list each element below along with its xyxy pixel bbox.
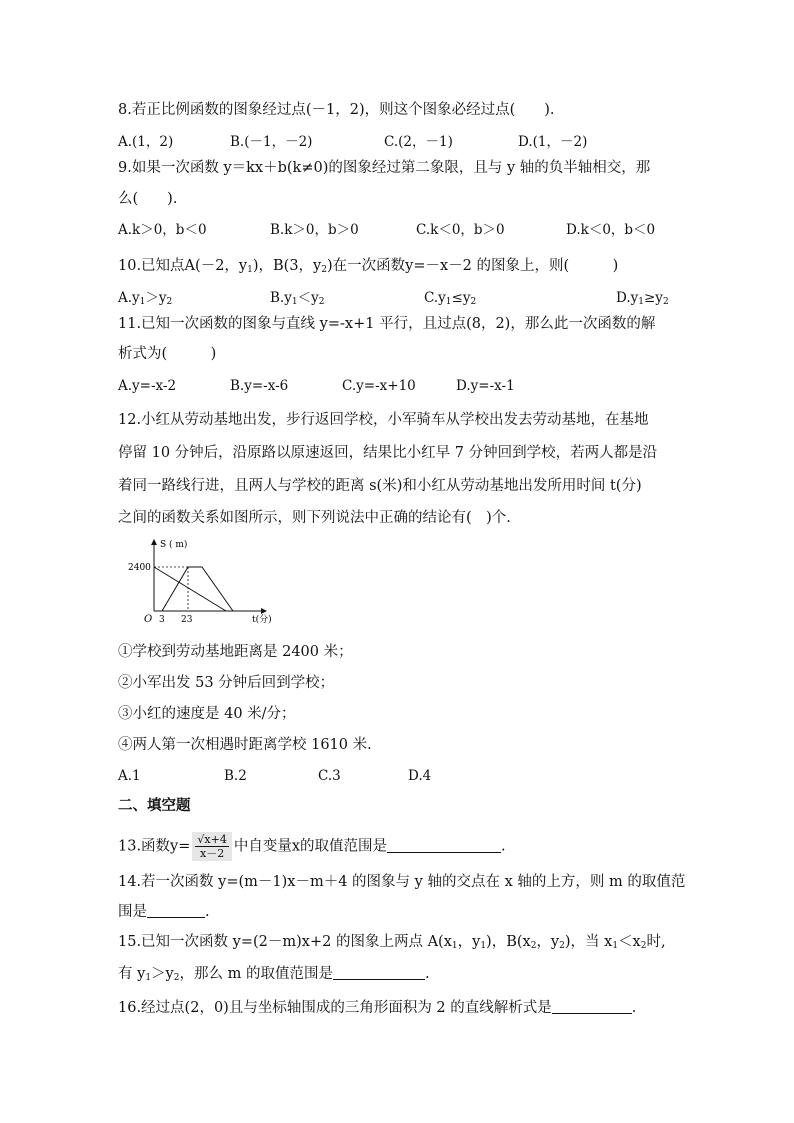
q11-stem-line1: 11.已知一次函数的图象与直线 y=-x+1 平行，且过点(8，2)，那么此一次函数的解: [118, 316, 656, 332]
origin-label: O: [144, 614, 153, 625]
q11-option-b: B.y=-x-6: [230, 378, 289, 394]
q13: 13.函数y= $\frac{√x+4}{x-2}$ 中自变量x的取值范围是 .: [118, 833, 506, 860]
q9-option-a: A.k＞0，b＜0: [118, 222, 207, 238]
q12-option-c: C.3: [318, 768, 341, 784]
q8-option-d: D.(1，－2): [518, 134, 588, 150]
xiaojun-path: [162, 567, 233, 611]
q14-line2: 围是 .: [118, 904, 210, 920]
q16-answer-blank: [552, 999, 632, 1014]
q12-statement-4: ④两人第一次相遇时距离学校 1610 米.: [118, 737, 372, 753]
y-axis-label: S ( m): [160, 540, 188, 550]
q15-answer-blank: [333, 965, 425, 980]
q12-statement-1: ①学校到劳动基地距离是 2400 米；: [118, 644, 353, 660]
q8-option-c: C.(2，－1): [384, 134, 453, 150]
q9-option-c: C.k＜0，b＞0: [416, 222, 505, 238]
q13-fraction: $\frac{√x+4}{x-2}$: [192, 832, 231, 861]
q11-option-d: D.y=-x-1: [456, 378, 515, 394]
q11-option-a: A.y=-x-2: [118, 378, 177, 394]
q10-option-d: $D.y_1\ge y_2$: [616, 290, 669, 307]
x-tick-3: 3: [159, 615, 165, 625]
q9-stem-line2: 么( ).: [118, 191, 178, 207]
q8-option-a: A.(1，2): [118, 134, 174, 150]
q14-line1: 14.若一次函数 y=(m－1)x－m＋4 的图象与 y 轴的交点在 x 轴的上方，则 m 的取值范: [118, 874, 686, 890]
q9-option-d: D.k＜0，b＜0: [566, 222, 656, 238]
q12-option-b: B.2: [224, 768, 247, 784]
x-axis-label: t(分): [252, 615, 272, 625]
q10-option-a: $A.y_1>y_2$: [118, 290, 173, 307]
y-tick-2400: 2400: [128, 563, 151, 573]
q8-stem: 8.若正比例函数的图象经过点(－1，2)，则这个图象必经过点( ).: [118, 102, 555, 118]
q11-stem-line2: 析式为( ): [118, 346, 217, 362]
q10-option-b: $B.y_1<y_2$: [270, 290, 325, 307]
q12-option-a: A.1: [118, 768, 141, 784]
q15-line2: 有 $y_1>y_2$，那么 m 的取值范围是 .: [118, 966, 430, 983]
section-title: 二、填空题: [118, 797, 191, 814]
xiaohong-path: [154, 567, 226, 611]
q12-statement-2: ②小军出发 53 分钟后回到学校；: [118, 675, 335, 691]
q12-stem-line4: 之间的函数关系如图所示，则下列说法中正确的结论有( )个.: [118, 510, 511, 526]
q12-option-d: D.4: [408, 768, 432, 784]
q12-statement-3: ③小红的速度是 40 米/分；: [118, 706, 296, 722]
q12-stem-line2: 停留 10 分钟后，沿原路以原速返回，结果比小红早 7 分钟回到学校，若两人都是沿: [118, 445, 658, 461]
q10-stem: 10.已知点A(－2，$y_1$)，B(3，$y_2$)在一次函数y=－x－2 的图象上，则( ): [118, 258, 619, 275]
q8-option-b: B.(－1，－2): [230, 134, 313, 150]
q11-option-c: C.y=-x+10: [342, 378, 416, 394]
q12-stem-line1: 12.小红从劳动基地出发，步行返回学校，小军骑车从学校出发去劳动基地，在基地: [118, 412, 649, 428]
q12-stem-line3: 着同一路线行进，且两人与学校的距离 s(米)和小红从劳动基地出发所用时间 t(分): [118, 478, 642, 494]
q16: 16.经过点(2，0)且与坐标轴围成的三角形面积为 2 的直线解析式是 .: [118, 1000, 637, 1016]
x-tick-23: 23: [181, 615, 193, 625]
q14-answer-blank: [147, 903, 205, 918]
q12-distance-time-graph: [118, 534, 288, 634]
q15-line1: 15.已知一次函数 y=(2－m)x+2 的图象上两点 $A(x_1$，$y_1$)，$B(x_2$，$y_2$)，当 $x_1<x_2$时,: [118, 934, 666, 951]
q9-option-b: B.k＞0，b＞0: [270, 222, 359, 238]
q10-option-c: $C.y_1\le y_2$: [424, 290, 477, 307]
q13-answer-blank: [387, 838, 501, 853]
q9-stem-line1: 9.如果一次函数 y＝kx＋b(k≠0)的图象经过第二象限，且与 y 轴的负半轴相交，那: [118, 160, 651, 176]
